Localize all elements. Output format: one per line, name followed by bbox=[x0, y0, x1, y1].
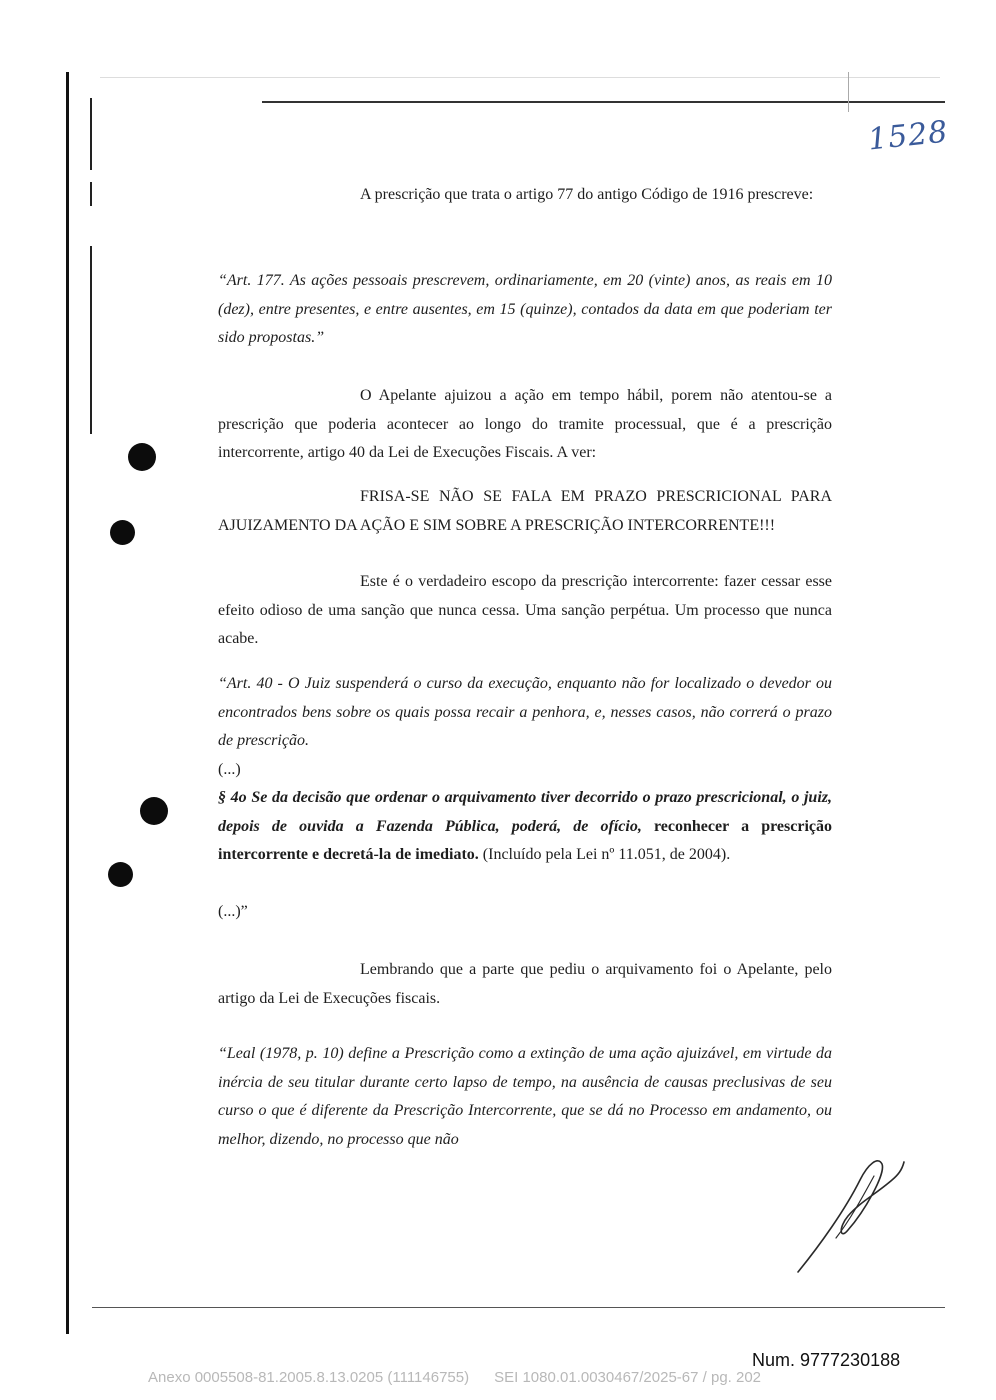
scan-edge-mark bbox=[90, 98, 92, 170]
punch-hole bbox=[110, 520, 135, 545]
scan-top-rule-faint bbox=[100, 77, 940, 78]
paragraph-2: O Apelante ajuizou a ação em tempo hábil, porem não atentou-se a prescrição que poderia acontecer ao longo do tramite processual, que é a prescrição intercorrente, artigo 40 da Lei de Execuções Fiscais. A ver: bbox=[218, 387, 832, 461]
quote-paragraph-4-note: (Incluído pela Lei nº 11.051, de 2004). bbox=[482, 846, 731, 863]
quote-paragraph-4-italic: § 4o Se da decisão que ordenar o arquivamento tiver decorrido o prazo prescricional, o juiz, depois de ouvida a Fazenda Pública, poderá, de ofício, bbox=[218, 789, 832, 835]
footer-reference bbox=[148, 1369, 868, 1386]
quote-ellipsis: (...) bbox=[218, 761, 241, 778]
footer-anexo: Anexo 0005508-81.2005.8.13.0205 (111146755) bbox=[148, 1369, 470, 1386]
quote-leal: “Leal (1978, p. 10) define a Prescrição como a extinção de uma ação ajuizável, em virtude da inércia de seu titular durante certo lapso de tempo, na ausência de causas preclusivas de seu curso o que é diferente da Prescrição Intercorrente, que se dá no Processo em andamento, ou melhor, dizendo, no processo que não bbox=[218, 1045, 832, 1148]
paragraph-4: Lembrando que a parte que pediu o arquivamento foi o Apelante, pelo artigo da Lei de Execuções fiscais. bbox=[218, 961, 832, 1007]
quote-art-40: “Art. 40 - O Juiz suspenderá o curso da execução, enquanto não for localizado o devedor ou encontrados bens sobre os quais possa recair a penhora, e, nesses casos, não correrá o prazo de prescrição. bbox=[218, 675, 832, 749]
top-rule bbox=[262, 101, 945, 103]
quote-art-177: “Art. 177. As ações pessoais prescrevem, ordinariamente, em 20 (vinte) anos, as reais em 10 (dez), entre presentes, e entre ausentes, em 15 (quinze), contados da data em que poderiam ter sido propostas.” bbox=[218, 272, 832, 346]
punch-hole bbox=[108, 862, 133, 887]
punch-hole bbox=[140, 797, 168, 825]
scan-right-mark bbox=[848, 72, 849, 112]
punch-hole bbox=[128, 443, 156, 471]
paragraph-3: Este é o verdadeiro escopo da prescrição intercorrente: fazer cessar esse efeito odioso de uma sanção que nunca cessa. Uma sanção perpétua. Um processo que nunca acabe. bbox=[218, 573, 832, 647]
handwritten-signature bbox=[790, 1150, 910, 1280]
scan-left-edge bbox=[66, 72, 69, 1334]
folio-number: 1528 bbox=[866, 114, 950, 158]
paragraph-1: A prescrição que trata o artigo 77 do antigo Código de 1916 prescreve: bbox=[360, 186, 814, 203]
quote-ellipsis-close: (...)” bbox=[218, 903, 248, 920]
document-number: Num. 9777230188 bbox=[752, 1350, 901, 1370]
quote-paragraph-4 bbox=[218, 784, 832, 870]
scan-edge-mark bbox=[90, 246, 92, 434]
quote-paragraph-4-bold: reconhecer a prescrição intercorrente e decretá-la de imediato. bbox=[218, 817, 833, 863]
footer-sei: SEI 1080.01.0030467/2025-67 / pg. 202 bbox=[494, 1369, 762, 1386]
scan-edge-mark bbox=[90, 182, 92, 206]
bottom-rule bbox=[92, 1307, 945, 1308]
paragraph-emphasis: FRISA-SE NÃO SE FALA EM PRAZO PRESCRICIONAL PARA AJUIZAMENTO DA AÇÃO E SIM SOBRE A PRESCRIÇÃO INTERCORRENTE!!! bbox=[218, 488, 832, 534]
